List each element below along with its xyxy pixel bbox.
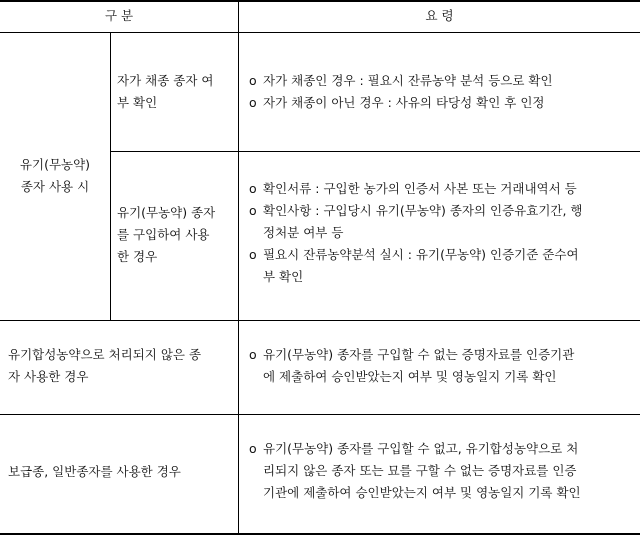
- text-line: 유기합성농약으로 처리되지 않은 종: [8, 347, 202, 362]
- text-line: o: [249, 441, 257, 456]
- text-line: 종자 사용 시: [20, 179, 90, 194]
- text-line: o: [249, 203, 257, 218]
- untreated-seed-bullets: [249, 344, 574, 388]
- text-line: 유기(무농약): [19, 157, 91, 172]
- bullet-item: [249, 438, 581, 460]
- text-line: 유기(무농약) 종자를 구입할 수 없고, 유기합성농약으로 처: [263, 441, 579, 456]
- text-line: o: [249, 347, 257, 362]
- text-line: o: [249, 95, 257, 110]
- bullet-continuation: [249, 266, 583, 288]
- text-line: 기관에 제출하여 승인받았는지 여부 및 영농일지 기록 확인: [263, 485, 581, 500]
- category-sub-divider: [110, 32, 111, 320]
- text-line: 확인서류 : 구입한 농가의 인증서 사본 또는 거래내역서 등: [263, 181, 577, 196]
- table-top-border: [0, 0, 640, 2]
- text-line: 유기(무농약) 종자: [117, 205, 216, 220]
- header-requirement: 요 령: [425, 8, 454, 23]
- self-collected-bullets: [249, 70, 553, 114]
- bullet-continuation: [249, 366, 574, 388]
- purchased-label: [117, 202, 233, 268]
- bullet-item: [249, 244, 583, 266]
- header-divider: [0, 32, 640, 33]
- bullet-continuation: [249, 482, 581, 504]
- text-line: 자가 채종인 경우 : 필요시 잔류농약 분석 등으로 확인: [263, 73, 553, 88]
- text-line: 자 사용한 경우: [8, 369, 89, 384]
- text-line: 유기(무농약) 종자를 구입할 수 없는 증명자료를 인증기관: [263, 347, 575, 362]
- organic-seed-label: [0, 154, 110, 198]
- text-line: 필요시 잔류농약분석 실시 : 유기(무농약) 인증기준 준수여: [263, 247, 579, 262]
- text-line: 자가 채종 종자 여: [117, 73, 214, 88]
- bullet-item: [249, 200, 583, 222]
- text-line: 한 경우: [117, 249, 158, 264]
- header-category: 구 분: [104, 8, 134, 23]
- bullet-item: [249, 70, 553, 92]
- purchased-bullets: [249, 178, 583, 288]
- untreated-seed-label: [8, 344, 234, 388]
- common-seed-label: 보급종, 일반종자를 사용한 경우: [8, 464, 181, 479]
- text-line: o: [249, 181, 257, 196]
- bullet-item: [249, 178, 583, 200]
- row-divider-1: [0, 320, 640, 321]
- subrow-divider: [110, 151, 640, 152]
- bullet-continuation: [249, 460, 581, 482]
- text-line: o: [249, 247, 257, 262]
- self-collected-label: [117, 70, 233, 114]
- row-divider-2: [0, 414, 640, 415]
- main-column-divider: [238, 0, 239, 535]
- bullet-continuation: [249, 222, 583, 244]
- common-seed-bullets: [249, 438, 581, 504]
- text-line: 부 확인: [117, 95, 158, 110]
- text-line: 에 제출하여 승인받았는지 여부 및 영농일지 기록 확인: [263, 369, 557, 384]
- text-line: 부 확인: [263, 269, 304, 284]
- text-line: 를 구입하여 사용: [117, 227, 210, 242]
- text-line: 정처분 여부 등: [263, 225, 344, 240]
- text-line: 자가 채종이 아닌 경우 : 사유의 타당성 확인 후 인정: [263, 95, 545, 110]
- bullet-item: [249, 344, 574, 366]
- text-line: 확인사항 : 구입당시 유기(무농약) 종자의 인증유효기간, 행: [263, 203, 583, 218]
- text-line: o: [249, 73, 257, 88]
- bullet-item: [249, 92, 553, 114]
- text-line: 리되지 않은 종자 또는 묘를 구할 수 없는 증명자료를 인증: [263, 463, 577, 478]
